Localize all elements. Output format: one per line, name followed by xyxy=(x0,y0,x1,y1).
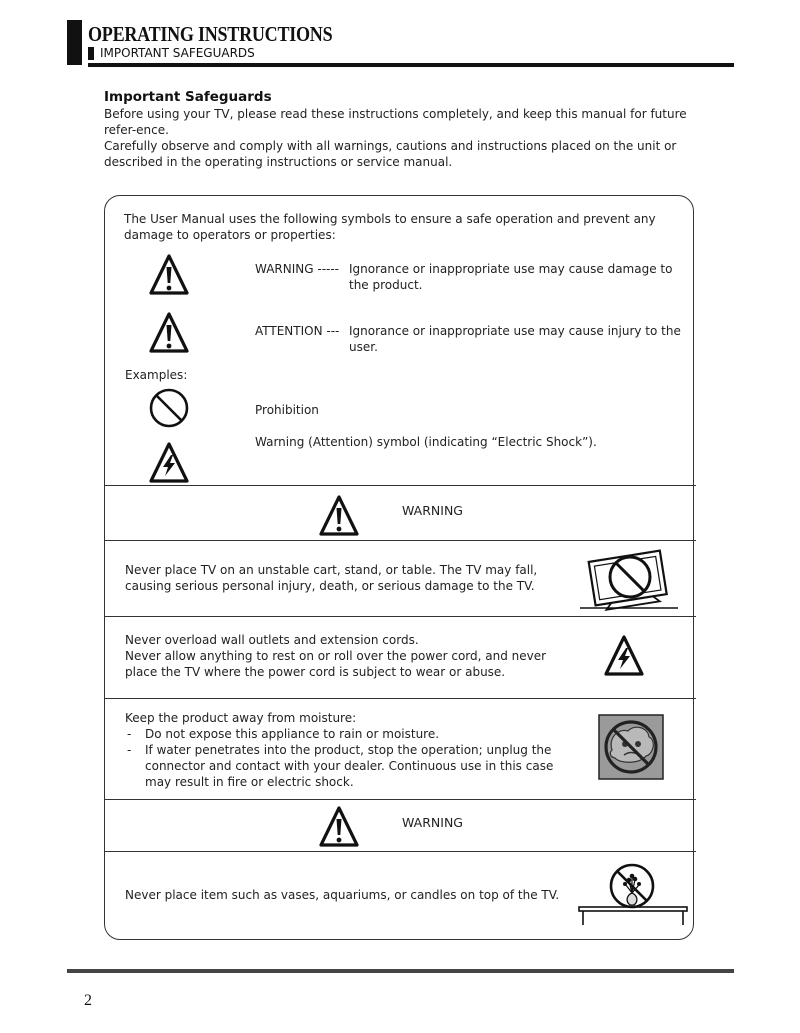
overload-line-2: Never allow anything to rest on or roll over the power cord, and never place the TV where the power cord is subject to wear or abuse. xyxy=(125,649,547,679)
symbols-intro: The User Manual uses the following symbols to ensure a safe operation and prevent any damage to operators or properties: xyxy=(124,212,656,242)
subtitle-marker xyxy=(88,47,94,60)
list-item: - Do not expose this appliance to rain or moisture. xyxy=(125,726,565,742)
attention-term: ATTENTION --- xyxy=(255,324,340,338)
intro-paragraph-2: Carefully observe and comply with all warnings, cautions and instructions placed on the unit or described in the operating instructions or service manual. xyxy=(104,139,677,169)
divider xyxy=(104,540,696,541)
electric-shock-label: Warning (Attention) symbol (indicating “Electric Shock”). xyxy=(255,435,597,449)
page-number: 2 xyxy=(84,992,92,1009)
moisture-list xyxy=(125,726,565,790)
page-subtitle: IMPORTANT SAFEGUARDS xyxy=(100,46,255,60)
warning-heading: WARNING xyxy=(402,503,463,518)
warning-triangle-icon xyxy=(318,494,360,538)
moisture-section xyxy=(125,710,565,790)
moisture-prohibited-icon xyxy=(598,714,664,780)
tv-falling-prohibited-icon xyxy=(578,548,680,612)
attention-triangle-icon xyxy=(148,311,190,355)
intro-paragraph-1: Before using your TV, please read these instructions completely, and keep this manual for future refer-ence. xyxy=(104,107,687,137)
overload-text xyxy=(125,632,575,680)
warning-triangle-icon xyxy=(148,253,190,297)
page-title: OPERATING INSTRUCTIONS xyxy=(88,22,333,46)
electric-shock-icon xyxy=(603,634,645,678)
divider xyxy=(104,851,696,852)
header-rule xyxy=(88,63,734,67)
overload-line-1: Never overload wall outlets and extension cords. xyxy=(125,633,419,647)
vases-text: Never place item such as vases, aquariums, or candles on top of the TV. xyxy=(125,888,560,902)
footer-rule xyxy=(67,969,734,973)
divider xyxy=(104,616,696,617)
unstable-cart-text: Never place TV on an unstable cart, stand, or table. The TV may fall, causing serious personal injury, death, or serious damage to the TV. xyxy=(125,563,538,593)
header-black-block xyxy=(67,20,82,65)
list-item: - If water penetrates into the product, stop the operation; unplug the connector and contact with your dealer. Continuous use in this case may result in fire or electric shock. xyxy=(125,742,565,790)
warning-triangle-icon xyxy=(318,805,360,849)
prohibition-icon xyxy=(148,387,190,429)
warning-heading: WARNING xyxy=(402,815,463,830)
examples-label: Examples: xyxy=(125,368,188,382)
vase-on-tv-prohibited-icon xyxy=(577,857,689,927)
divider xyxy=(104,799,696,800)
section-heading: Important Safeguards xyxy=(104,89,272,105)
attention-description: Ignorance or inappropriate use may cause injury to the user. xyxy=(349,324,681,354)
electric-shock-icon xyxy=(148,441,190,485)
warning-description: Ignorance or inappropriate use may cause damage to the product. xyxy=(349,262,673,292)
divider xyxy=(104,698,696,699)
prohibition-label: Prohibition xyxy=(255,403,319,417)
warning-term: WARNING ----- xyxy=(255,262,340,276)
divider xyxy=(104,485,696,486)
moisture-intro: Keep the product away from moisture: xyxy=(125,711,357,725)
